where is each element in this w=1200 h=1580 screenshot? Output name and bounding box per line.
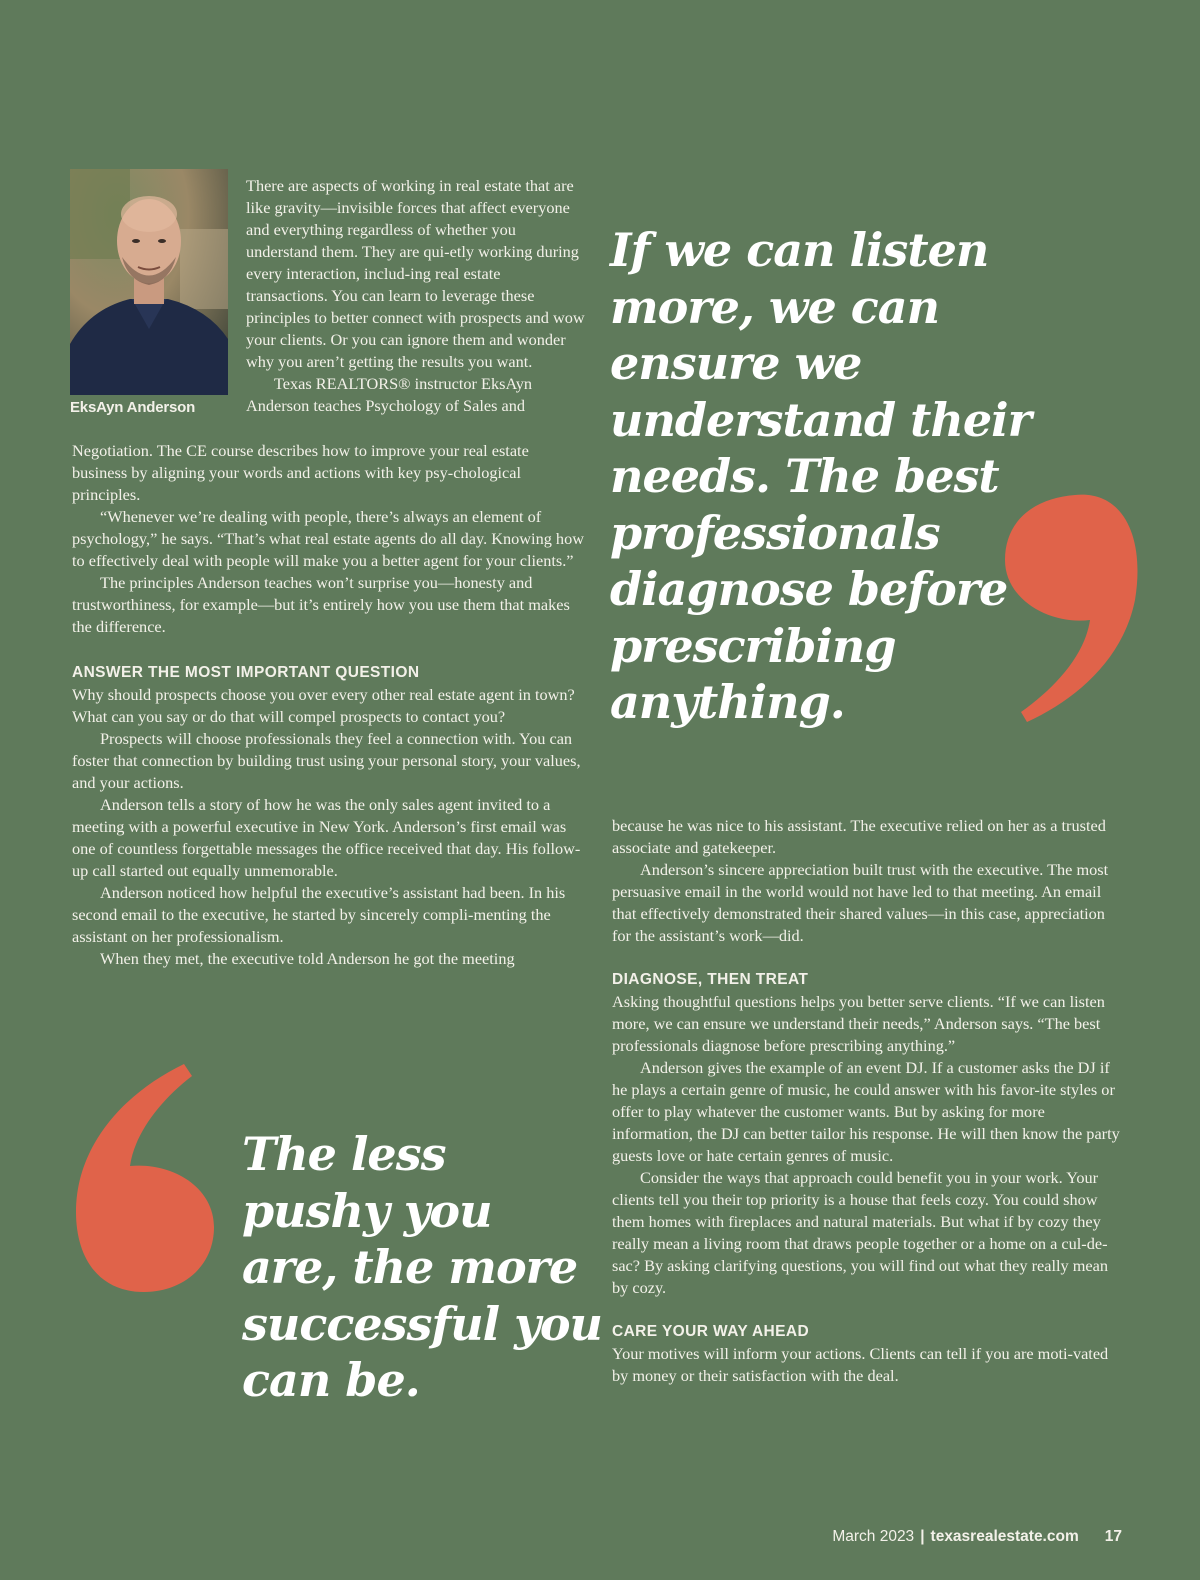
- body-paragraph: Prospects will choose professionals they feel a connection with. You can foster that connection by building trust using your personal story, your values, and your actions.: [72, 729, 581, 792]
- body-paragraph: Anderson gives the example of an event DJ. If a customer asks the DJ if he plays a certain genre of music, he could answer with his favor-ite styles or offer to play whatever the customer wants. But by asking for more information, the DJ can better tailor his response. He will then know the party guests love or hate certain genres of music.: [612, 1058, 1120, 1165]
- left-column-body: [72, 440, 586, 970]
- issue-date: March 2023: [832, 1528, 915, 1545]
- pull-quote-line: can be.: [242, 1353, 420, 1407]
- section-heading: ANSWER THE MOST IMPORTANT QUESTION: [72, 664, 420, 681]
- pull-quote-line: needs. The best: [610, 449, 999, 503]
- pull-quote-line: If we can listen: [610, 223, 989, 277]
- body-paragraph: Why should prospects choose you over every other real estate agent in town? What can you say or do that will compel prospects to contact you?: [72, 685, 575, 726]
- closing-quote-mark-icon: [995, 490, 1145, 725]
- pull-quote-line: pushy you: [242, 1183, 492, 1238]
- body-paragraph: “Whenever we’re dealing with people, there’s always an element of psychology,” he says. “That’s what real estate agents do all day. Knowing how to effectively deal with people will make you a better agent for your clients.”: [72, 507, 584, 570]
- photo-caption: EksAyn Anderson: [70, 399, 196, 416]
- body-paragraph: Anderson tells a story of how he was the only sales agent invited to a meeting with a powerful executive in New York. Anderson’s first email was one of countless forgettable messages the office received that day. His follow-up call started out equally unmemorable.: [72, 795, 581, 880]
- pull-quote-line: diagnose before: [610, 562, 1008, 616]
- body-paragraph: When they met, the executive told Anderson he got the meeting: [100, 949, 515, 968]
- body-paragraph: because he was nice to his assistant. The executive relied on her as a trusted associate and gatekeeper.: [612, 816, 1106, 857]
- pull-quote-line: prescribing: [610, 618, 896, 673]
- pull-quote-line: The less: [242, 1127, 446, 1181]
- footer-separator: |: [920, 1528, 925, 1545]
- section-heading: CARE YOUR WAY AHEAD: [612, 1323, 810, 1340]
- right-column-body: [612, 815, 1124, 1387]
- body-paragraph: Anderson’s sincere appreciation built trust with the executive. The most persuasive email in the world would not have led to that meeting. An email that effectively demonstrated their shared values—in this case, appreciation for the assistant’s work—did.: [612, 860, 1109, 945]
- author-photo: [70, 169, 228, 395]
- body-paragraph: The principles Anderson teaches won’t surprise you—honesty and trustworthiness, for example—but it’s entirely how you use them that makes the difference.: [72, 573, 570, 636]
- intro-text: [246, 175, 586, 417]
- intro-paragraph: Texas REALTORS® instructor EksAyn Anderson teaches Psychology of Sales and: [246, 374, 533, 415]
- pull-quote-line: are, the more: [242, 1240, 578, 1294]
- pull-quote-bottom: [242, 1126, 602, 1409]
- pull-quote-line: successful you: [242, 1296, 602, 1351]
- portrait-photo: [70, 169, 228, 395]
- pull-quote-top: [610, 222, 1031, 731]
- opening-quote-mark-icon: [72, 1062, 222, 1294]
- body-paragraph: Your motives will inform your actions. Clients can tell if you are moti-vated by money or their satisfaction with the deal.: [612, 1344, 1109, 1385]
- pull-quote-line: ensure we: [610, 336, 862, 390]
- body-paragraph: Negotiation. The CE course describes how to improve your real estate business by aligning your words and actions with key psy-chological principles.: [72, 441, 529, 504]
- pull-quote-line: anything.: [610, 675, 845, 729]
- page-footer: [832, 1528, 1122, 1546]
- page-number: 17: [1104, 1528, 1122, 1545]
- pull-quote-line: understand their: [610, 392, 1031, 447]
- body-paragraph: Anderson noticed how helpful the executive’s assistant had been. In his second email to the executive, he started by sincerely compli-menting the assistant on her professionalism.: [72, 883, 566, 946]
- body-paragraph: Consider the ways that approach could benefit you in your work. Your clients tell you their top priority is a house that feels cozy. You could show them homes with fireplaces and natural materials. But what if by cozy they really mean a living room that draws people together or a home on a cul-de-sac? By asking clarifying questions, you will find out what they really mean by cozy.: [612, 1168, 1109, 1297]
- section-heading: DIAGNOSE, THEN TREAT: [612, 971, 809, 988]
- body-paragraph: Asking thoughtful questions helps you better serve clients. “If we can listen more, we can ensure we understand their needs,” Anderson says. “The best professionals diagnose before prescribing anything.”: [612, 992, 1105, 1055]
- pull-quote-line: professionals: [610, 505, 940, 560]
- website-link[interactable]: texasrealestate.com: [930, 1528, 1079, 1545]
- pull-quote-line: more, we can: [610, 279, 940, 334]
- intro-paragraph: There are aspects of working in real estate that are like gravity—invisible forces that affect everyone and everything regardless of whether you understand them. They are qui-etly working during every interaction, includ-ing real estate transactions. You can learn to leverage these principles to better connect with prospects and wow your clients. Or you can ignore them and wonder why you aren’t getting the results you want.: [246, 176, 585, 371]
